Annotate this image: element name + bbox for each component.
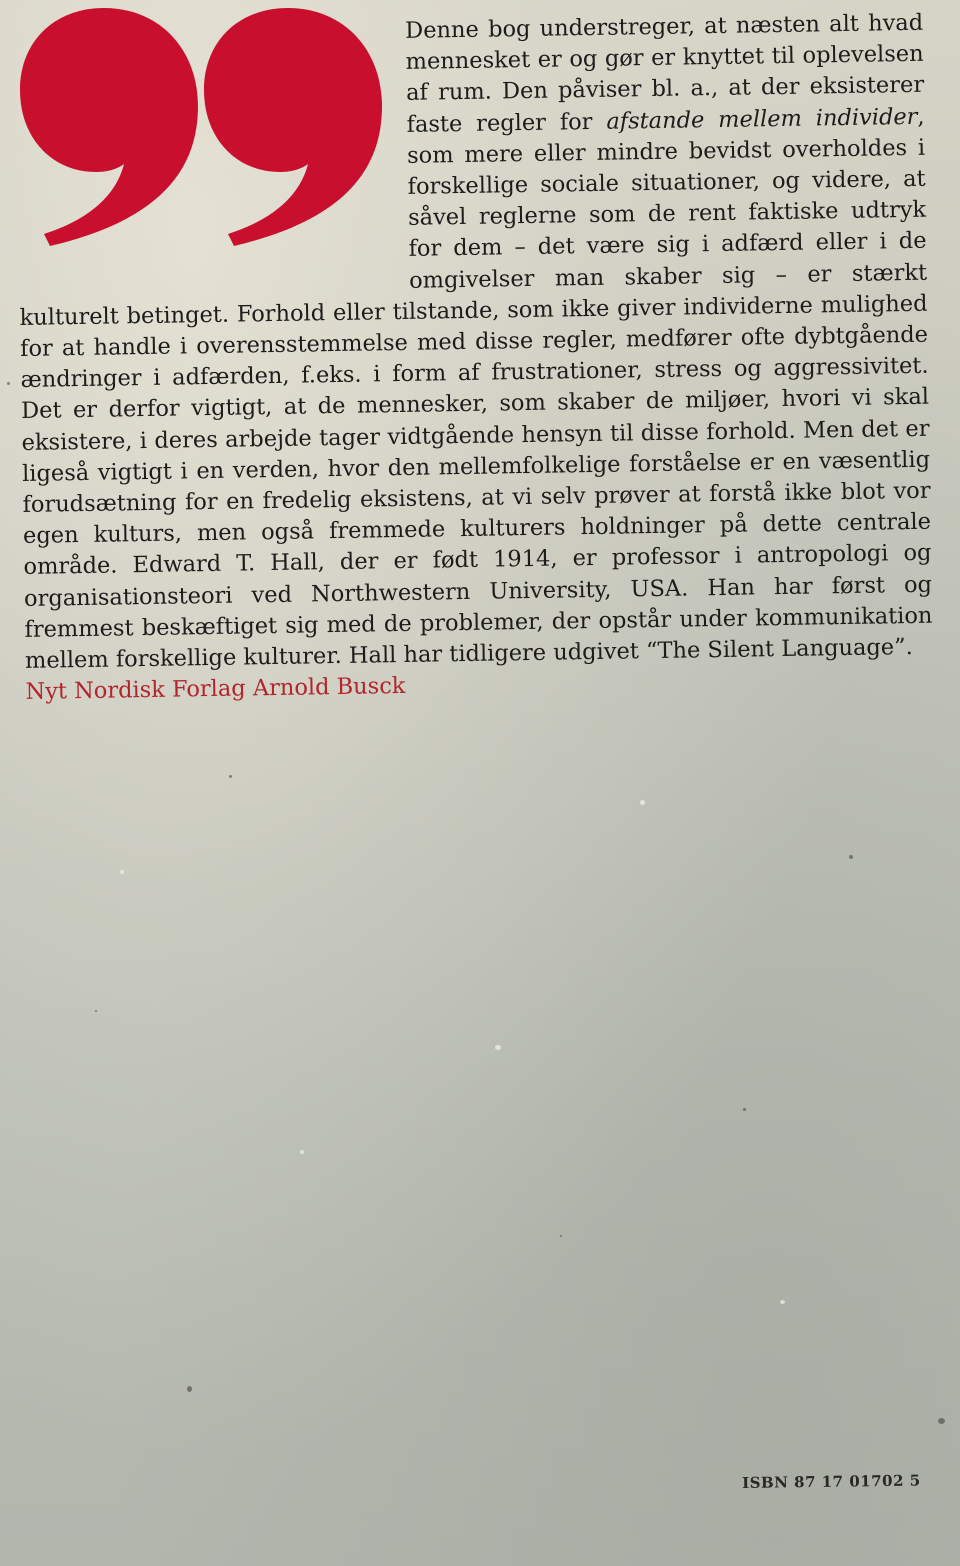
paper-speck (7, 382, 10, 385)
paper-speck (560, 1235, 562, 1237)
publisher-name: Nyt Nordisk Forlag Arnold Busck (25, 673, 406, 706)
paper-speck (938, 1418, 945, 1424)
quote-mark-spacer (15, 16, 409, 272)
paper-speck (640, 800, 645, 805)
paper-speck (95, 1010, 97, 1012)
paper-speck (187, 1386, 192, 1392)
paper-speck (849, 855, 853, 859)
blurb-text-part2: , som mere eller mindre bevidst overholdes i forskellige sociale situationer, og videre, at såvel reglerne som de rent faktiske udtryk for dem – det være sig i adfærd eller i de omgivelser man skaber sig – er stærkt kulturelt betinget. Forhold eller tilstande, som ikke giver individerne mulighed for at handle i overensstemmelse med disse regler, medfører ofte dybtgående ændringer i adfærden, f.eks. i form af frustrationer, stress og aggressivitet. Det er derfor vigtigt, at de mennesker, som skaber de miljøer, hvori vi skal eksistere, i deres arbejde tager vidtgående hensyn til disse forhold. Men det er ligeså vigtigt i en verden, hvor den mellemfolkelige forståelse er en væsentlig forudsætning for en fredelig eksistens, at vi selv prøver at forstå ikke blot vor egen kulturs, men også fremmede kulturers holdninger på dette centrale område. Edward T. Hall, der er født 1914, er professor i antropologi og organisationsteori ved Northwestern University, USA. Han har først og fremmest beskæftiget sig med de problemer, der opstår under kommunikation mellem forskellige kulturer. Hall har tidligere udgivet “The Silent Language”. (19, 103, 933, 674)
paper-speck (495, 1045, 501, 1050)
paper-speck (120, 870, 124, 874)
paper-speck (780, 1300, 785, 1304)
paper-speck (743, 1108, 746, 1111)
blurb-emphasis: afstande mellem individer (606, 103, 918, 135)
paper-speck (300, 1150, 304, 1154)
isbn-number: ISBN 87 17 01702 5 (742, 1471, 921, 1492)
back-cover-blurb (15, 8, 934, 709)
blurb-text-part1: Denne bog understreger, at næsten alt hvad mennesket er og gør er knyttet til oplevelsen af rum. Den påviser bl. a., at der eksisterer faste regler for (404, 9, 925, 138)
paper-speck (229, 775, 232, 778)
